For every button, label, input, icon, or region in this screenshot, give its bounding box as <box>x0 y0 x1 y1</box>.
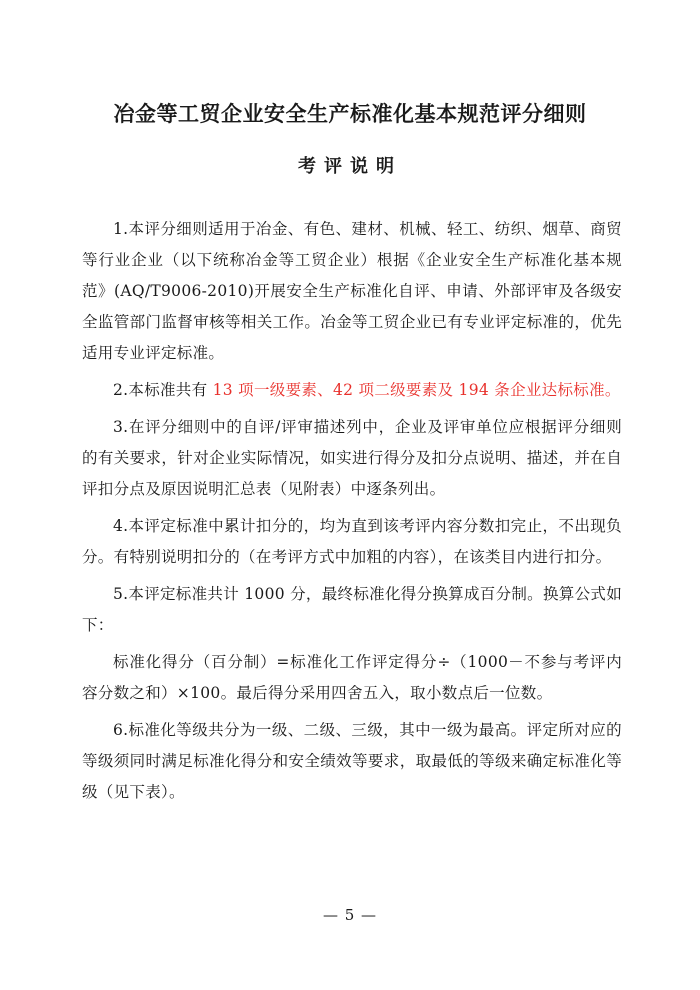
highlighted-element-count: 13 项一级要素、42 项二级要素及 194 条企业达标标准。 <box>212 381 621 399</box>
body-text <box>82 214 622 814</box>
paragraph-description-rules: 3.在评分细则中的自评/评审描述列中，企业及评审单位应根据评分细则的有关要求，针对企业实际情况，如实进行得分及扣分点说明、描述，并在自评扣分点及原因说明汇总表（见附表）中逐条列出。 <box>82 418 622 498</box>
paragraph-formula: 标准化得分（百分制）=标准化工作评定得分÷（1000－不参与考评内容分数之和）×100。最后得分采用四舍五入，取小数点后一位数。 <box>82 653 622 702</box>
paragraph-total-score: 5.本评定标准共计 1000 分，最终标准化得分换算成百分制。换算公式如下： <box>82 585 622 634</box>
paragraph-element-count-prefix: 2.本标准共有 <box>113 381 213 399</box>
paragraph-scope: 1.本评分细则适用于冶金、有色、建材、机械、轻工、纺织、烟草、商贸等行业企业（以下统称冶金等工贸企业）根据《企业安全生产标准化基本规范》(AQ/T9006-2010)开展安全生产标准化自评、申请、外部评审及各级安全监管部门监督审核等相关工作。冶金等工贸企业已有专业评定标准的，优先适用专业评定标准。 <box>82 220 622 362</box>
paragraph-deduction-rules: 4.本评定标准中累计扣分的，均为直到该考评内容分数扣完止，不出现负分。有特别说明扣分的（在考评方式中加粗的内容），在该类目内进行扣分。 <box>82 517 622 566</box>
section-subtitle: 考评说明 <box>298 156 402 177</box>
paragraph-element-count <box>82 375 622 406</box>
paragraph-grade-levels: 6.标准化等级共分为一级、二级、三级，其中一级为最高。评定所对应的等级须同时满足标准化得分和安全绩效等要求，取最低的等级来确定标准化等级（见下表）。 <box>82 721 622 801</box>
page-title: 冶金等工贸企业安全生产标准化基本规范评分细则 <box>113 101 587 126</box>
page-number: — 5 — <box>322 906 378 924</box>
